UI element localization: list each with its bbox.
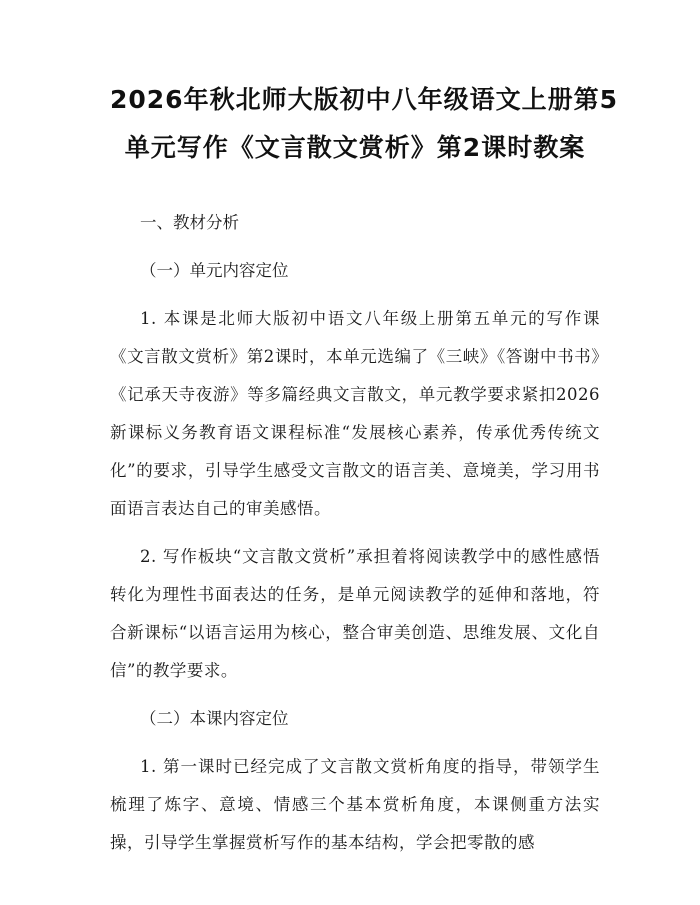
document-title [110,76,618,172]
paragraph-writing-module: 2. 写作板块“文言散文赏析”承担着将阅读教学中的感性感悟转化为理性书面表达的任务，是单元阅读教学的延伸和落地，符合新课标“以语言运用为核心，整合审美创造、思维发展、文化自信”的教学要求。 [110,547,600,680]
title-line-1: 2026年秋北师大版初中八年级语文上册第5 [110,85,618,114]
paragraph-lesson-overview: 1. 第一课时已经完成了文言散文赏析角度的指导，带领学生梳理了炼字、意境、情感三个基本赏析角度，本课侧重方法实操，引导学生掌握赏析写作的基本结构，学会把零散的感 [110,757,600,852]
paragraph-unit-overview: 1. 本课是北师大版初中语文八年级上册第五单元的写作课《文言散文赏析》第2课时，本单元选编了《三峡》《答谢中书书》《记承天寺夜游》等多篇经典文言散文，单元教学要求紧扣2026新课标义务教育语文课程标准“发展核心素养，传承优秀传统文化”的要求，引导学生感受文言散文的语言美、意境美，学习用书面语言表达自己的审美感悟。 [110,309,600,518]
subsection-heading-lesson-positioning: （二）本课内容定位 [140,709,289,728]
title-line-2: 单元写作《文言散文赏析》第2课时教案 [124,133,586,162]
subsection-heading-unit-positioning: （一）单元内容定位 [140,261,289,280]
document-body [110,204,600,862]
section-heading-textbook-analysis: 一、教材分析 [140,213,239,232]
